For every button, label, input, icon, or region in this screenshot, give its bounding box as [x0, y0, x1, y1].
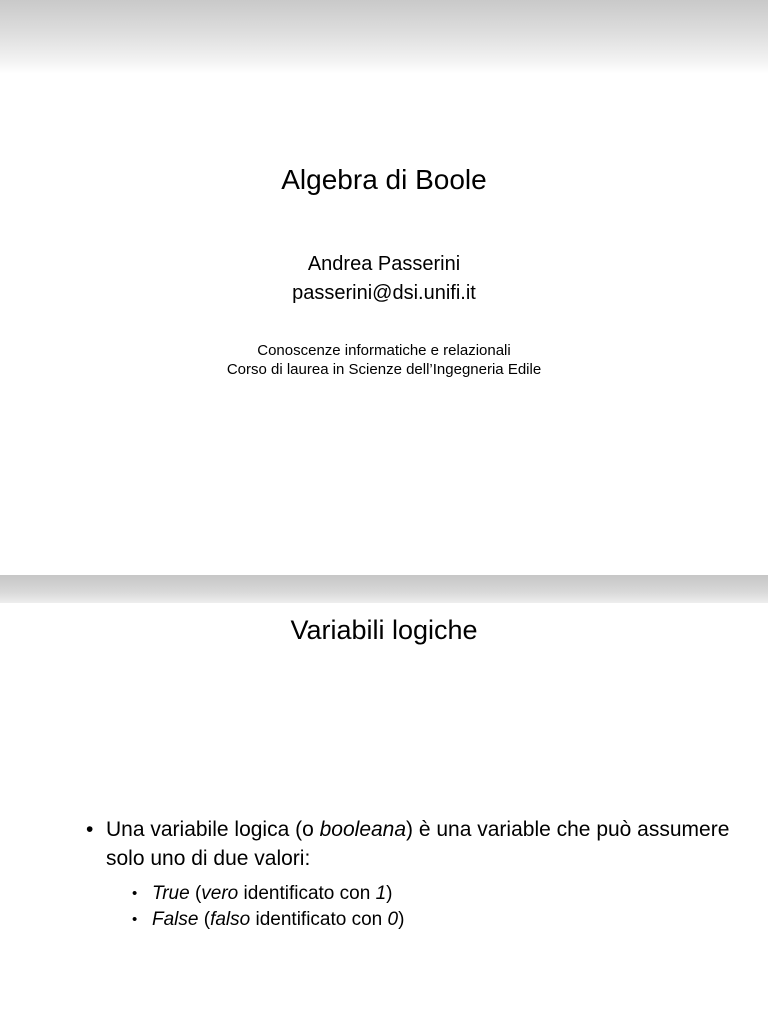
sub-bullet-item — [132, 881, 736, 907]
bullet-list — [86, 815, 736, 933]
term: False — [152, 909, 199, 930]
slide-title: Algebra di Boole — [281, 164, 487, 195]
sub-bullet-item — [132, 907, 736, 933]
author-email: passerini@dsi.unifi.it — [292, 282, 476, 304]
term-italian: vero — [201, 883, 239, 904]
paren-close: ) — [398, 909, 405, 930]
paren-close: ) — [386, 883, 393, 904]
content-slide — [0, 575, 768, 1024]
bullet-text-part: Una variabile logica (o — [106, 818, 320, 841]
middle-text: identificato con — [238, 883, 376, 904]
slide-header-bar — [0, 0, 768, 74]
bullet-text-part: ) è una variable che può assumere solo uno di due valori: — [106, 818, 730, 870]
paren-open: ( — [189, 883, 202, 904]
author-name: Andrea Passerini — [307, 253, 461, 275]
course-line-2: Corso di laurea in Scienze dell’Ingegneria Edile — [226, 361, 542, 378]
value: 0 — [387, 909, 399, 930]
slide-title: Variabili logiche — [290, 615, 478, 645]
paren-open: ( — [198, 909, 211, 930]
slide-header-bar — [0, 575, 768, 603]
term-italian: falso — [210, 909, 251, 930]
course-line-1: Conoscenze informatiche e relazionali — [257, 342, 511, 359]
middle-text: identificato con — [250, 909, 388, 930]
bullet-emphasis: booleana — [319, 818, 407, 841]
term: True — [152, 883, 190, 904]
sub-bullet-list — [106, 881, 736, 933]
bullet-item — [86, 815, 736, 933]
value: 1 — [375, 883, 387, 904]
